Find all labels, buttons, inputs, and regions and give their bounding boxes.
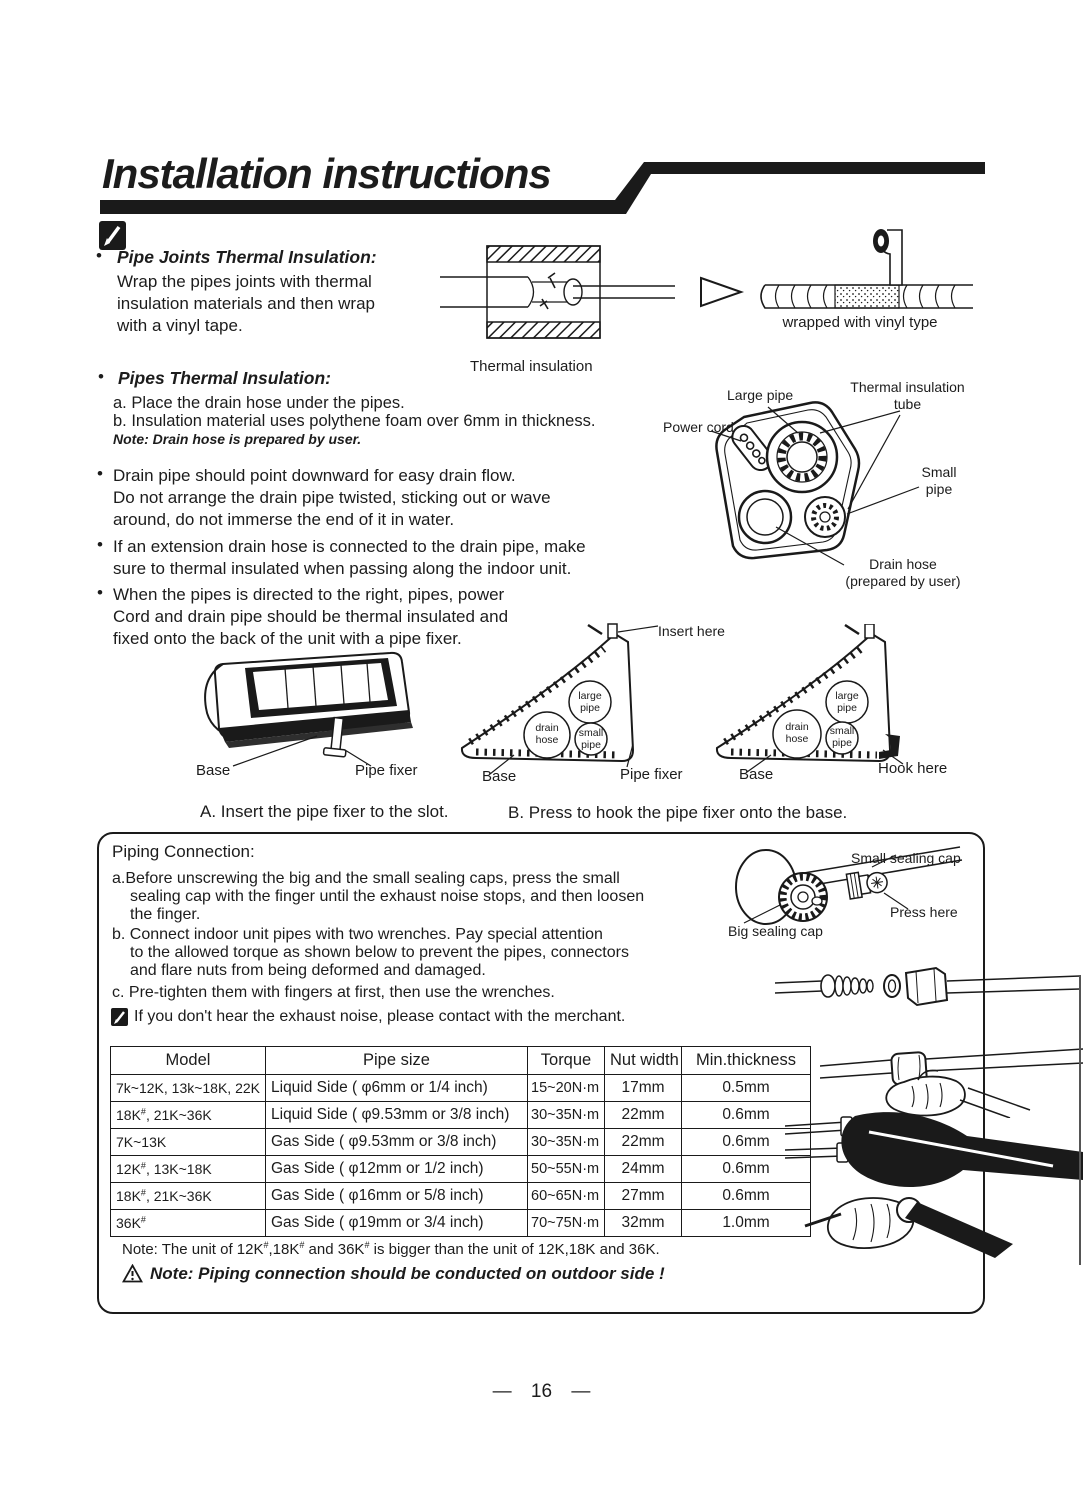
circle-line: drain: [785, 721, 809, 733]
pipe-fixer-label-a: Pipe fixer: [355, 762, 418, 779]
sec2-item-b: b. Insulation material uses polythene foam over 6mm in thickness.: [113, 412, 596, 430]
circle-line: large: [578, 690, 602, 702]
circle-line: pipe: [832, 736, 852, 749]
box-item-a-line: a.Before unscrewing the big and the small sealing caps, press the small: [112, 870, 620, 887]
table-row: [111, 1102, 811, 1129]
vinyl-wrap-diagram: [695, 226, 985, 326]
indoor-unit-diagram: [185, 648, 445, 780]
box-item-a-line: sealing cap with the finger until the exhaust noise stops, and then loosen: [130, 888, 645, 905]
thermal-tube-label: tube: [893, 396, 922, 412]
cell-torque: 60~65N·m: [528, 1183, 605, 1210]
th-nut-width: Nut width: [605, 1047, 682, 1075]
table-row: [111, 1129, 811, 1156]
box-item-b-line: to the allowed torque as shown below to prevent the pipes, connectors: [130, 944, 629, 961]
cell-nut-width: 17mm: [605, 1075, 682, 1102]
cell-torque: 15~20N·m: [528, 1075, 605, 1102]
drain-hose-label: Drain hose: [869, 556, 937, 572]
bullet-marker: •: [96, 246, 102, 265]
sec1-line: insulation materials and then wrap: [117, 294, 375, 313]
insert-here-label: Insert here: [658, 623, 725, 639]
bullet-marker: •: [97, 464, 103, 483]
caption-b: B. Press to hook the pipe fixer onto the base.: [508, 803, 848, 822]
cell-pipe-size: Liquid Side ( φ6mm or 1/4 inch): [266, 1075, 528, 1102]
th-model: Model: [111, 1047, 266, 1075]
table-row: [111, 1075, 811, 1102]
th-pipe-size: Pipe size: [266, 1047, 528, 1075]
cell-nut-width: 22mm: [605, 1102, 682, 1129]
figure-edge-line: [1079, 975, 1081, 1265]
base-label-a: Base: [196, 762, 231, 779]
exhaust-note: If you don't hear the exhaust noise, please contact with the merchant.: [134, 1008, 626, 1025]
sec1-line: with a vinyl tape.: [117, 316, 243, 335]
cell-min-thickness: 0.6mm: [682, 1156, 811, 1183]
note-outdoor: Note: Piping connection should be conducted on outdoor side !: [150, 1264, 665, 1283]
cell-nut-width: 24mm: [605, 1156, 682, 1183]
thermal-tube-label: Thermal insulation: [850, 379, 965, 395]
circle-drain-hose-label: [775, 722, 819, 745]
note-units: Note: The unit of 12K#,18K# and 36K# is bigger than the unit of 12K,18K and 36K.: [122, 1240, 660, 1258]
table-row: [111, 1210, 811, 1237]
cell-pipe-size: Gas Side ( φ9.53mm or 3/8 inch): [266, 1129, 528, 1156]
cell-nut-width: 22mm: [605, 1129, 682, 1156]
cell-min-thickness: 0.6mm: [682, 1129, 811, 1156]
circle-large-pipe-label: [570, 691, 610, 714]
piping-connection-title: Piping Connection:: [112, 842, 255, 861]
cell-min-thickness: 0.6mm: [682, 1183, 811, 1210]
base-label-b2: Base: [739, 766, 774, 783]
sec1-line: Wrap the pipes joints with thermal: [117, 272, 372, 291]
cell-nut-width: 27mm: [605, 1183, 682, 1210]
bullet-drain-line: Drain pipe should point downward for easy drain flow.: [113, 466, 516, 485]
cell-model: 12K#, 13K~18K: [111, 1156, 266, 1183]
title-swoosh-rule: [95, 158, 990, 218]
cell-min-thickness: 0.5mm: [682, 1075, 811, 1102]
box-item-b-line: b. Connect indoor unit pipes with two wrenches. Pay special attention: [112, 926, 603, 943]
drain-hose-label: (prepared by user): [845, 573, 961, 589]
large-pipe-label: Large pipe: [727, 387, 794, 403]
small-sealing-cap-label: Small sealing cap: [851, 850, 961, 866]
cell-pipe-size: Gas Side ( φ12mm or 1/2 inch): [266, 1156, 528, 1183]
cell-model: 7k~12K, 13k~18K, 22K: [111, 1075, 266, 1102]
bullet-drain-line: around, do not immerse the end of it in water.: [113, 510, 455, 529]
box-item-c: c. Pre-tighten them with fingers at first, then use the wrenches.: [112, 984, 555, 1001]
table-header-row: [111, 1047, 811, 1075]
bullet-right-line: When the pipes is directed to the right, pipes, power: [113, 585, 505, 604]
circle-drain-hose-label: [525, 723, 569, 746]
cell-model: 18K#, 21K~36K: [111, 1183, 266, 1210]
vinyl-wrap-caption: wrapped with vinyl type: [782, 314, 938, 331]
page-number: — 16 —: [492, 1381, 591, 1402]
cell-torque: 50~55N·m: [528, 1156, 605, 1183]
sec2-heading: Pipes Thermal Insulation:: [118, 368, 331, 388]
big-sealing-cap-label: Big sealing cap: [728, 923, 823, 939]
bullet-right-line: fixed onto the back of the unit with a pipe fixer.: [113, 629, 462, 648]
bullet-drain-line: Do not arrange the drain pipe twisted, sticking out or wave: [113, 488, 551, 507]
power-cord-label: Power cord: [663, 419, 734, 435]
box-item-a-line: the finger.: [130, 906, 201, 923]
box-item-b-line: and flare nuts from being deformed and damaged.: [130, 962, 486, 979]
torque-table: [110, 1046, 811, 1237]
th-min-thickness: Min.thickness: [682, 1047, 811, 1075]
memo-pencil-icon: [99, 221, 126, 250]
circle-line: hose: [785, 732, 809, 745]
base-label-b1: Base: [482, 768, 517, 785]
cell-nut-width: 32mm: [605, 1210, 682, 1237]
cell-pipe-size: Liquid Side ( φ9.53mm or 3/8 inch): [266, 1102, 528, 1129]
circle-line: pipe: [581, 738, 601, 751]
circle-line: small: [829, 725, 855, 737]
warning-icon: [122, 1264, 143, 1283]
small-pipe-label: pipe: [925, 481, 953, 497]
table-row: [111, 1156, 811, 1183]
memo-pencil-icon: [111, 1008, 128, 1026]
circle-line: hose: [535, 733, 559, 746]
circle-small-pipe-label: [822, 726, 862, 749]
bullet-marker: •: [97, 535, 103, 554]
circle-line: pipe: [837, 701, 857, 714]
cell-torque: 70~75N·m: [528, 1210, 605, 1237]
wrench-tightening-diagram: [785, 1108, 1083, 1263]
table-row: [111, 1183, 811, 1210]
bullet-extension-line: If an extension drain hose is connected to the drain pipe, make: [113, 537, 586, 556]
sec1-heading: Pipe Joints Thermal Insulation:: [117, 247, 377, 267]
hand-holding-nut-diagram: [820, 1038, 1083, 1118]
circle-line: large: [835, 690, 859, 702]
bullet-extension-line: sure to thermal insulated when passing along the indoor unit.: [113, 559, 572, 578]
cell-pipe-size: Gas Side ( φ16mm or 5/8 inch): [266, 1183, 528, 1210]
cell-pipe-size: Gas Side ( φ19mm or 3/4 inch): [266, 1210, 528, 1237]
cell-min-thickness: 0.6mm: [682, 1102, 811, 1129]
bullet-marker: •: [98, 367, 104, 386]
small-pipe-label: Small: [921, 464, 957, 480]
pipe-joint-insulation-diagram: [440, 238, 675, 353]
thermal-insulation-caption: Thermal insulation: [470, 358, 593, 375]
circle-line: pipe: [580, 701, 600, 714]
circle-line: drain: [535, 722, 559, 734]
circle-line: small: [578, 727, 604, 739]
cell-model: 36K#: [111, 1210, 266, 1237]
cell-min-thickness: 1.0mm: [682, 1210, 811, 1237]
hook-here-label: Hook here: [878, 760, 948, 777]
bullet-marker: •: [97, 583, 103, 602]
cell-model: 7K~13K: [111, 1129, 266, 1156]
page-title: Installation instructions: [102, 150, 551, 197]
sec2-item-a: a. Place the drain hose under the pipes.: [113, 394, 405, 412]
sec2-note: Note: Drain hose is prepared by user.: [113, 431, 362, 447]
th-torque: Torque: [528, 1047, 605, 1075]
bullet-right-line: Cord and drain pipe should be thermal insulated and: [113, 607, 509, 626]
cell-model: 18K#, 21K~36K: [111, 1102, 266, 1129]
circle-small-pipe-label: [571, 728, 611, 751]
pipe-fixer-label-b1: Pipe fixer: [620, 766, 683, 783]
circle-large-pipe-label: [827, 691, 867, 714]
caption-a: A. Insert the pipe fixer to the slot.: [200, 802, 449, 821]
cell-torque: 30~35N·m: [528, 1129, 605, 1156]
cell-torque: 30~35N·m: [528, 1102, 605, 1129]
press-here-label: Press here: [890, 904, 958, 920]
